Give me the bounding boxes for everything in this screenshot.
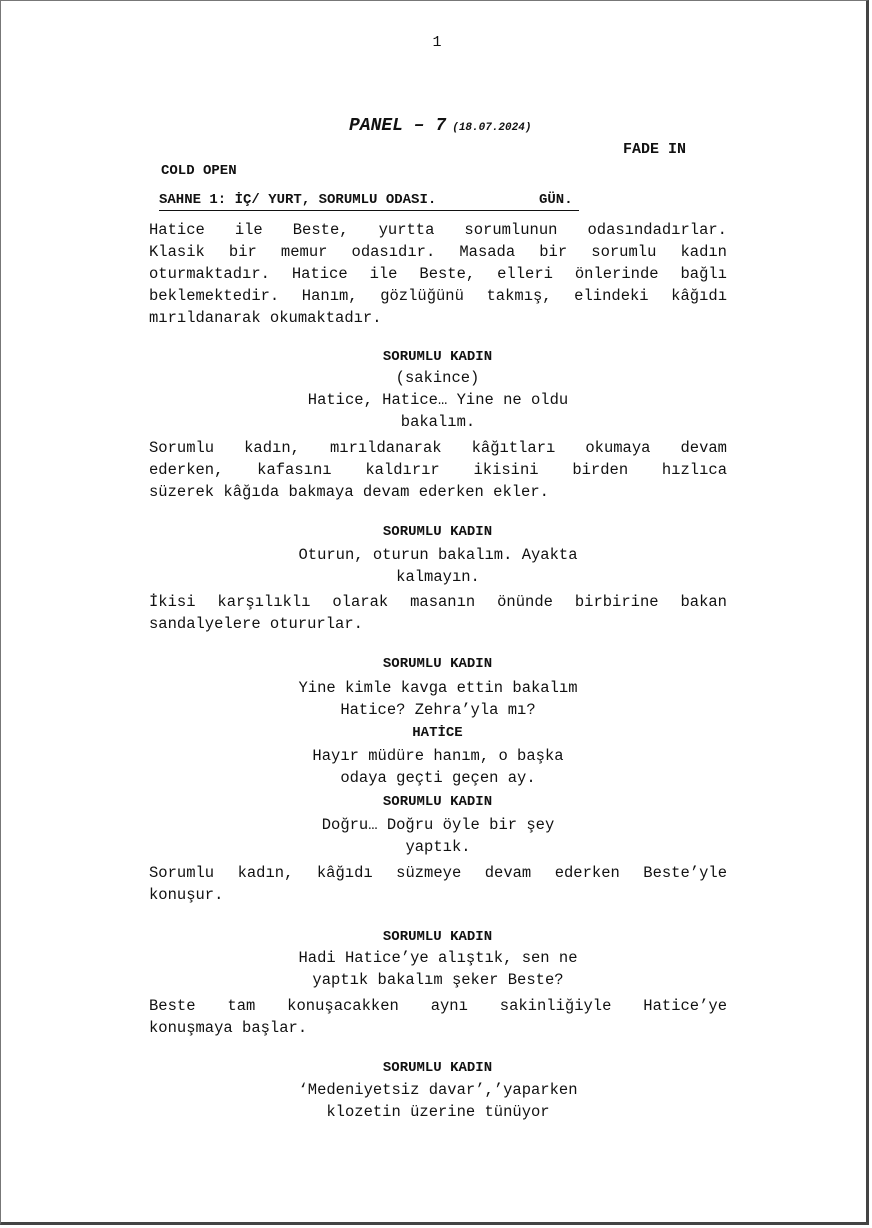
action-line: sandalyelere otururlar. <box>149 615 363 633</box>
dialogue-line: Yine kimle kavga ettin bakalım <box>298 679 578 697</box>
character-name: SORUMLU KADIN <box>382 1060 493 1076</box>
action-line: mırıldanarak okumaktadır. <box>149 309 382 327</box>
dialogue-line: Doğru… Doğru öyle bir şey <box>321 816 555 834</box>
page-number: 1 <box>432 34 442 51</box>
dialogue-line: yaptık. <box>405 838 471 856</box>
character-name: SORUMLU KADIN <box>382 929 493 945</box>
parenthetical: (sakince) <box>395 369 480 387</box>
action-line: Sorumlu kadın, kâğıdı süzmeye devam ederken Beste’yle <box>149 864 727 882</box>
action-line: Klasik bir memur odasıdır. Masada bir sorumlu kadın <box>149 243 727 261</box>
dialogue-line: odaya geçti geçen ay. <box>340 769 536 787</box>
dialogue <box>283 544 593 588</box>
dialogue-line: yaptık bakalım şeker Beste? <box>312 971 564 989</box>
action-block <box>149 995 727 1039</box>
action-line: Beste tam konuşacakken aynı sakinliğiyle Hatice’ye <box>149 997 727 1015</box>
dialogue-line: klozetin üzerine tünüyor <box>326 1103 550 1121</box>
action-line: Hatice ile Beste, yurtta sorumlunun odasındadırlar. <box>149 221 727 239</box>
action-line: ederken, kafasını kaldırır ikisini birden hızlıca <box>149 461 727 479</box>
dialogue-line: Oturun, oturun bakalım. Ayakta <box>298 546 578 564</box>
section-cold-open: COLD OPEN <box>161 163 237 179</box>
character-name: SORUMLU KADIN <box>382 794 493 810</box>
action-block <box>149 219 727 329</box>
action-line: Sorumlu kadın, mırıldanarak kâğıtları okumaya devam <box>149 439 727 457</box>
action-block <box>149 437 727 503</box>
dialogue <box>283 1079 593 1123</box>
dialogue <box>283 389 593 433</box>
dialogue-line: Hatice? Zehra’yla mı? <box>340 701 536 719</box>
character-name: SORUMLU KADIN <box>382 656 493 672</box>
title-date: (18.07.2024) <box>452 122 532 134</box>
script-title <box>349 113 531 139</box>
scene-heading-time: GÜN. <box>539 192 573 208</box>
action-line: süzerek kâğıda bakmaya devam ederken ekler. <box>149 483 549 501</box>
action-line: İkisi karşılıklı olarak masanın önünde birbirine bakan <box>149 593 727 611</box>
action-line: oturmaktadır. Hatice ile Beste, elleri önlerinde bağlı <box>149 265 727 283</box>
transition-fade-in: FADE IN <box>623 141 687 158</box>
character-name: SORUMLU KADIN <box>382 524 493 540</box>
dialogue-line: ‘Medeniyetsiz davar’,’yaparken <box>298 1081 578 1099</box>
dialogue-line: Hayır müdüre hanım, o başka <box>312 747 564 765</box>
title-main: PANEL – 7 <box>349 116 447 136</box>
scene-heading <box>159 191 579 211</box>
dialogue-line: Hadi Hatice’ye alıştık, sen ne <box>298 949 578 967</box>
dialogue-line: Hatice, Hatice… Yine ne oldu <box>307 391 569 409</box>
dialogue <box>283 947 593 991</box>
character-name: HATİCE <box>412 725 463 741</box>
action-line: konuşur. <box>149 886 224 904</box>
action-line: konuşmaya başlar. <box>149 1019 308 1037</box>
character-name: SORUMLU KADIN <box>382 349 493 365</box>
action-block <box>149 862 727 906</box>
action-line: beklemektedir. Hanım, gözlüğünü takmış, elindeki kâğıdı <box>149 287 727 305</box>
dialogue-line: bakalım. <box>400 413 476 431</box>
action-block <box>149 591 727 635</box>
dialogue <box>283 745 593 789</box>
scene-heading-text: SAHNE 1: İÇ/ YURT, SORUMLU ODASI. <box>159 192 437 208</box>
dialogue <box>283 677 593 721</box>
dialogue <box>283 814 593 858</box>
dialogue-line: kalmayın. <box>396 568 480 586</box>
